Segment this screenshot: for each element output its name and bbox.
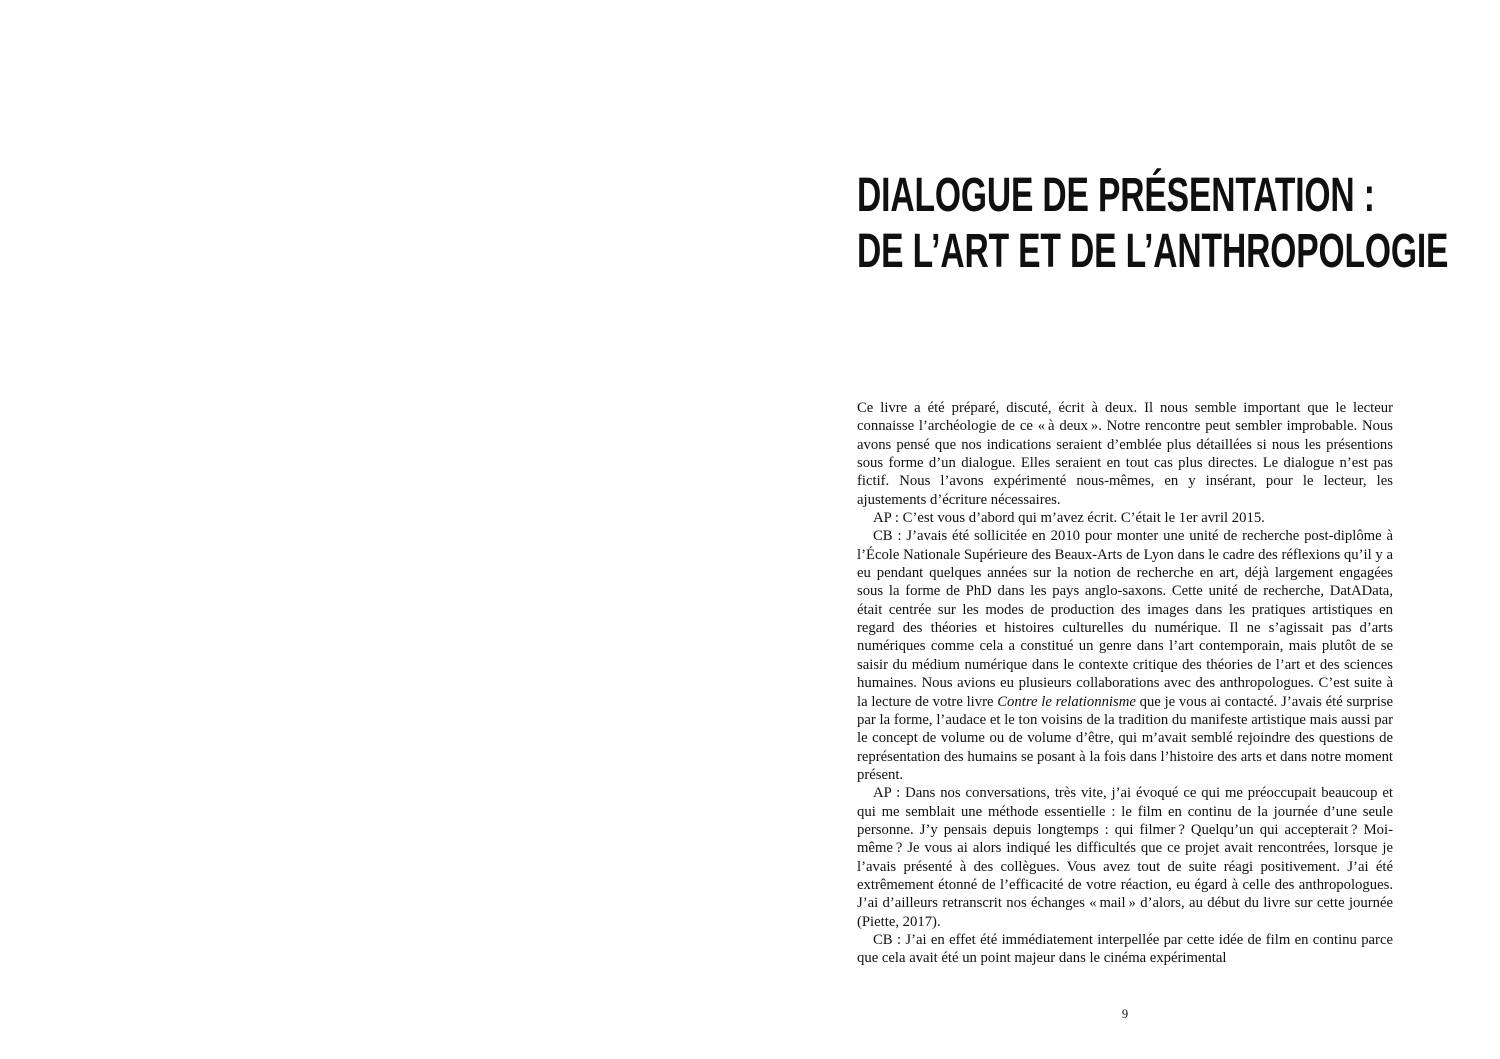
paragraph-intro: Ce livre a été préparé, discuté, écrit à deux. Il nous semble important que le lecteur connaisse l’archéologie de ce « à deux ». Notre rencontre peut sembler improbable. Nous avons pensé que nos indications seraient d’emblée plus détaillées si nous les présentions sous forme d’un dialogue. Elles seraient en tout cas plus directes. Le dialogue n’est pas fictif. Nous l’avons expérimenté nous-mêmes, en y insérant, pour le lecteur, les ajustements d’écriture nécessaires.	[857, 400, 1393, 508]
paragraph-ap-2: AP : Dans nos conversations, très vite, j’ai évoqué ce qui me préoccupait beaucoup et qui me semblait une méthode essentielle : le film en continu de la journée d’une seule personne. J’y pensais depuis longtemps : qui filmer ? Quelqu’un qui accepterait ? Moi-même ? Je vous ai alors indiqué les difficultés que ce projet avait rencontrées, lorsque je l’avais présenté à des collègues. Vous avez tout de suite réagi positivement. J’ai été extrêmement étonné de l’efficacité de votre réaction, eu égard à celle des anthropologues. J’ai d’ailleurs retranscrit nos échanges « mail » d’alors, au début du livre sur cette journée (Piette, 2017).	[857, 785, 1393, 930]
referenced-book-title: Contre le relationnisme	[997, 693, 1136, 710]
page-number-folio: 9	[1121, 1007, 1129, 1021]
chapter-title-line-1: DIALOGUE DE PRÉSENTATION :	[857, 169, 1375, 223]
paragraph-cb-2: CB : J’ai en effet été immédiatement interpellée par cette idée de film en continu parce que cela avait été un point majeur dans le cinéma expérimental	[857, 931, 1393, 967]
paragraph-cb-1	[857, 527, 1393, 784]
page-title	[857, 168, 1449, 280]
paragraph-cb-1-part-1: CB : J’avais été sollicitée en 2010 pour monter une unité de recherche post-diplôme à l’École Nationale Supérieure des Beaux-Arts de Lyon dans le cadre des réflexions qu’il y a eu pendant quelques années sur la notion de recherche en art, déjà largement engagées sous la forme de PhD dans les pays anglo-saxons. Cette unité de recherche, DatAData, était centrée sur les modes de production des images dans les pratiques artistiques en regard des théories et histoires culturelles du numérique. Il ne s’agissait pas d’arts numériques comme cela a constitué un genre dans l’art contemporain, mais plutôt de se saisir du médium numérique dans le contexte critique des théories de l’art et des sciences humaines. Nous avions eu plusieurs collaborations avec des anthropologues. C’est suite à la lecture de votre livre	[857, 528, 1393, 710]
paragraph-ap-1: AP : C’est vous d’abord qui m’avez écrit. C’était le 1er avril 2015.	[873, 510, 1265, 527]
recto-page	[750, 0, 1500, 1059]
body-text-column	[857, 399, 1393, 968]
chapter-title-line-2: DE L’ART ET DE L’ANTHROPOLOGIE	[857, 225, 1449, 279]
paragraph-cb-1-part-2: que je vous ai contacté. J’avais été surprise par la forme, l’audace et le ton voisins de la tradition du manifeste artistique mais aussi par le concept de volume ou de volume d’être, qui m’avait semblé rejoindre des questions de représentation des humains se posant à la fois dans l’histoire des arts et dans notre moment présent.	[857, 693, 1394, 783]
